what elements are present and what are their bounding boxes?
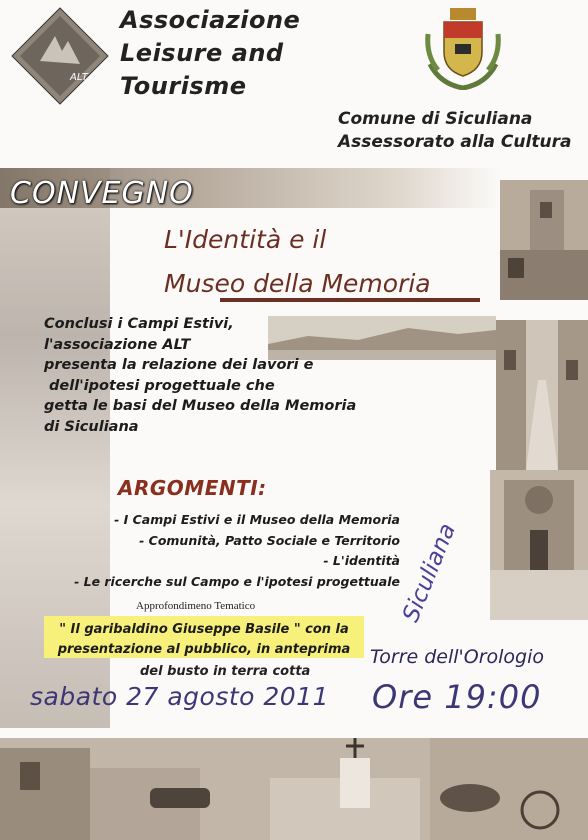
event-title bbox=[164, 218, 431, 306]
event-kicker: CONVEGNO bbox=[10, 176, 194, 211]
topics-heading: ARGOMENTI: bbox=[118, 476, 267, 500]
intro-line: Conclusi i Campi Estivi, bbox=[44, 316, 234, 332]
municipal-crest-icon bbox=[420, 4, 506, 90]
comune-line: Assessorato alla Cultura bbox=[338, 132, 572, 152]
intro-line: l'associazione ALT bbox=[44, 336, 191, 353]
intro-line: getta le basi del Museo della Memoria bbox=[44, 398, 357, 414]
association-name bbox=[120, 4, 300, 103]
place-vertical-wrapper bbox=[398, 519, 461, 626]
association-line: Associazione bbox=[120, 6, 301, 34]
event-date: sabato 27 agosto 2011 bbox=[30, 682, 330, 711]
highlight-tail: del busto in terra cotta bbox=[140, 664, 311, 679]
intro-line: presenta la relazione dei lavori e bbox=[44, 357, 314, 373]
place-vertical: Siculiana bbox=[398, 519, 461, 626]
topic-item: - I Campi Estivi e il Museo della Memoria bbox=[114, 512, 400, 527]
title-underline bbox=[220, 298, 480, 302]
intro-line: di Siculiana bbox=[44, 418, 139, 435]
venue: Torre dell'Orologio bbox=[370, 646, 545, 668]
association-line: Tourisme bbox=[120, 72, 247, 100]
alt-logo bbox=[10, 6, 110, 106]
comune-heading bbox=[338, 108, 571, 154]
association-line: Leisure and bbox=[120, 39, 284, 67]
intro-line: dell'ipotesi progettuale che bbox=[44, 377, 275, 394]
highlight-line: presentazione al pubblico, in anteprima bbox=[57, 642, 351, 657]
topic-item: - Comunità, Patto Sociale e Territorio bbox=[139, 532, 400, 548]
event-time: Ore 19:00 bbox=[372, 678, 542, 716]
intro-paragraph bbox=[44, 314, 356, 437]
photo-strip-bottom bbox=[0, 738, 588, 840]
event-title-line: L'Identità e il bbox=[164, 225, 327, 254]
event-title-line: Museo della Memoria bbox=[164, 269, 431, 298]
photo-church-square bbox=[490, 470, 588, 620]
topics-list bbox=[30, 510, 400, 592]
theme-label: Approfondimeno Tematico bbox=[136, 600, 256, 612]
topic-item: - Le ricerche sul Campo e l'ipotesi progettuale bbox=[74, 573, 400, 589]
topic-item: - L'identità bbox=[323, 553, 400, 568]
svg-text:ALT: ALT bbox=[70, 72, 88, 83]
highlight-text bbox=[44, 620, 364, 660]
photo-street bbox=[496, 320, 588, 470]
highlight-line: " Il garibaldino Giuseppe Basile " con la bbox=[59, 622, 349, 637]
photo-church-tower bbox=[500, 180, 588, 300]
comune-line: Comune di Siculiana bbox=[338, 109, 533, 129]
